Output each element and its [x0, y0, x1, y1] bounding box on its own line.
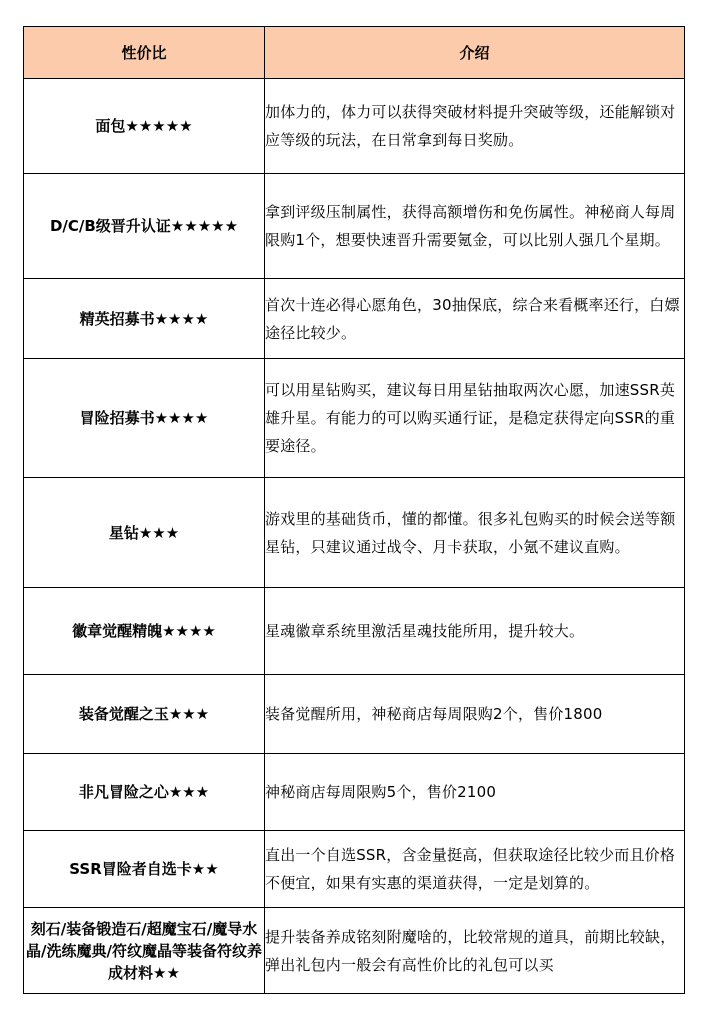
table-row: [24, 908, 685, 994]
table-row: [24, 359, 685, 478]
item-name: 冒险招募书★★★★: [24, 359, 265, 478]
header-intro: 介绍: [265, 27, 685, 79]
item-description: 首次十连必得心愿角色，30抽保底，综合来看概率还行，白嫖途径比较少。: [265, 279, 685, 359]
item-description: 游戏里的基础货币，懂的都懂。很多礼包购买的时候会送等额星钻，只建议通过战令、月卡获取，小氪不建议直购。: [265, 478, 685, 588]
table-row: [24, 831, 685, 908]
item-description: 星魂徽章系统里激活星魂技能所用，提升较大。: [265, 588, 685, 675]
table-row: [24, 754, 685, 831]
item-description: 可以用星钻购买，建议每日用星钻抽取两次心愿，加速SSR英雄升星。有能力的可以购买通行证，是稳定获得定向SSR的重要途径。: [265, 359, 685, 478]
item-description: 装备觉醒所用，神秘商店每周限购2个，售价1800: [265, 675, 685, 754]
item-name: 精英招募书★★★★: [24, 279, 265, 359]
item-name: 星钻★★★: [24, 478, 265, 588]
table-row: [24, 79, 685, 174]
table-row: [24, 675, 685, 754]
item-name: 非凡冒险之心★★★: [24, 754, 265, 831]
table-row: [24, 588, 685, 675]
item-name: 徽章觉醒精魄★★★★: [24, 588, 265, 675]
item-name: D/C/B级晋升认证★★★★★: [24, 174, 265, 279]
table-header-row: [24, 27, 685, 79]
table-row: [24, 174, 685, 279]
item-description: 直出一个自选SSR，含金量挺高，但获取途径比较少而且价格不便宜，如果有实惠的渠道获得，一定是划算的。: [265, 831, 685, 908]
value-table: [23, 26, 685, 994]
table-row: [24, 478, 685, 588]
value-table-container: [23, 26, 684, 994]
item-name: SSR冒险者自选卡★★: [24, 831, 265, 908]
item-description: 加体力的，体力可以获得突破材料提升突破等级，还能解锁对应等级的玩法，在日常拿到每日奖励。: [265, 79, 685, 174]
item-description: 神秘商店每周限购5个，售价2100: [265, 754, 685, 831]
header-value: 性价比: [24, 27, 265, 79]
item-description: 提升装备养成铭刻附魔啥的，比较常规的道具，前期比较缺，弹出礼包内一般会有高性价比的礼包可以买: [265, 908, 685, 994]
item-name: 装备觉醒之玉★★★: [24, 675, 265, 754]
item-name: 面包★★★★★: [24, 79, 265, 174]
item-description: 拿到评级压制属性，获得高额增伤和免伤属性。神秘商人每周限购1个，想要快速晋升需要氪金，可以比别人强几个星期。: [265, 174, 685, 279]
table-row: [24, 279, 685, 359]
item-name: 刻石/装备锻造石/超魔宝石/魔导水晶/洗练魔典/符纹魔晶等装备符纹养成材料★★: [24, 908, 265, 994]
